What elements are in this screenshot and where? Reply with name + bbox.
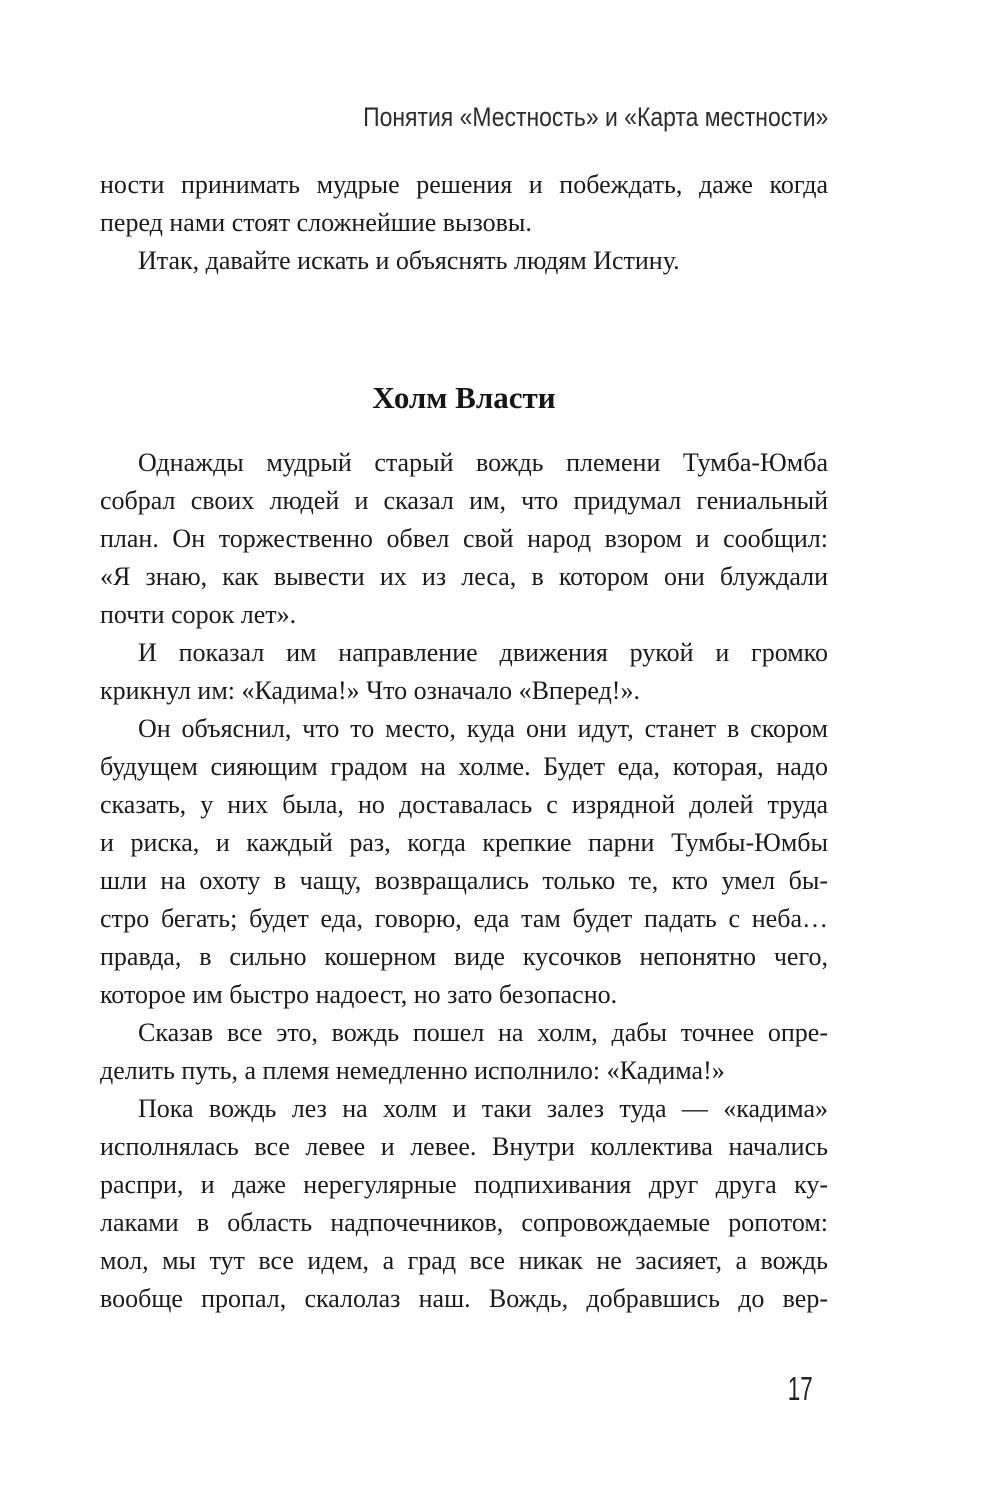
text-line-content: стро бегать; будет еда, говорю, еда там будет падать с неба…: [100, 904, 828, 933]
text-line-content: и риска, и каждый раз, когда крепкие парни Тумбы-Юмбы: [100, 828, 828, 857]
page-number: 17: [788, 1370, 813, 1407]
paragraph: [100, 634, 828, 710]
text-line: [100, 824, 828, 862]
text-line-content: вообще пропал, скалолаз наш. Вождь, добравшись до вер-: [100, 1284, 828, 1313]
text-line-content: исполнялась все левее и левее. Внутри коллектива начались: [100, 1132, 828, 1161]
paragraph: [100, 1014, 828, 1090]
text-block: [100, 166, 828, 1318]
text-line-content: почти сорок лет».: [100, 600, 297, 629]
text-line: [100, 976, 828, 1014]
text-line: [100, 786, 828, 824]
text-line: [100, 1280, 828, 1318]
text-line-content: делить путь, а племя немедленно исполнило: «Кадима!»: [100, 1056, 725, 1085]
paragraph: [100, 1090, 828, 1318]
text-line-content: мол, мы тут все идем, а град все никак не засияет, а вождь: [100, 1246, 828, 1275]
text-line: [100, 1204, 828, 1242]
text-line: [100, 166, 828, 204]
text-line-content: Итак, давайте искать и объяснять людям Истину.: [138, 246, 680, 275]
text-line-content: план. Он торжественно обвел свой народ взором и сообщил:: [100, 524, 828, 553]
text-line: [100, 520, 828, 558]
text-line-content: распри, и даже нерегулярные подпихивания друг друга ку-: [100, 1170, 828, 1199]
text-line: [100, 204, 828, 242]
text-line-content: собрал своих людей и сказал им, что придумал гениальный: [100, 486, 828, 515]
paragraph: [100, 710, 828, 1014]
text-line-content: перед нами стоят сложнейшие вызовы.: [100, 208, 532, 237]
text-line-content: Он объяснил, что то место, куда они идут, станет в скором: [138, 714, 828, 743]
text-line: [100, 1242, 828, 1280]
text-line: [100, 558, 828, 596]
text-line: [100, 482, 828, 520]
text-line: [100, 1166, 828, 1204]
text-line-content: которое им быстро надоест, но зато безопасно.: [100, 980, 618, 1009]
text-line: [100, 672, 828, 710]
text-line: [100, 710, 828, 748]
text-line: [100, 1128, 828, 1166]
text-line-content: Однажды мудрый старый вождь племени Тумба-Юмба: [138, 448, 828, 477]
text-line: [100, 444, 828, 482]
text-line-content: шли на охоту в чащу, возвращались только те, кто умел бы-: [100, 866, 828, 895]
text-line: [100, 596, 828, 634]
text-line: [100, 1090, 828, 1128]
text-line: [100, 242, 828, 280]
text-line-content: ности принимать мудрые решения и побеждать, даже когда: [100, 170, 828, 199]
text-line: [100, 1014, 828, 1052]
text-line: [100, 862, 828, 900]
text-line: [100, 900, 828, 938]
paragraph: [100, 166, 828, 242]
text-line: [100, 938, 828, 976]
text-line-content: будущем сияющим градом на холме. Будет еда, которая, надо: [100, 752, 828, 781]
text-line-content: «Я знаю, как вывести их из леса, в котором они блуждали: [100, 562, 828, 591]
text-line-content: лаками в область надпочечников, сопровождаемые ропотом:: [100, 1208, 828, 1237]
text-line: [100, 634, 828, 672]
section-heading: Холм Власти: [372, 380, 556, 415]
text-line-content: Сказав все это, вождь пошел на холм, дабы точнее опре-: [138, 1018, 828, 1047]
text-line-content: сказать, у них была, но доставалась с изрядной долей труда: [100, 790, 828, 819]
text-line-content: Пока вождь лез на холм и таки залез туда — «кадима»: [138, 1094, 828, 1123]
text-line-content: И показал им направление движения рукой и громко: [138, 638, 828, 667]
paragraph: [100, 242, 828, 280]
text-line-content: правда, в сильно кошерном виде кусочков непонятно чего,: [100, 942, 828, 971]
text-line: [100, 748, 828, 786]
running-header: Понятия «Местность» и «Карта местности»: [362, 102, 828, 132]
paragraph: [100, 444, 828, 634]
text-line-content: крикнул им: «Кадима!» Что означало «Вперед!».: [100, 676, 640, 705]
text-line: [100, 1052, 828, 1090]
